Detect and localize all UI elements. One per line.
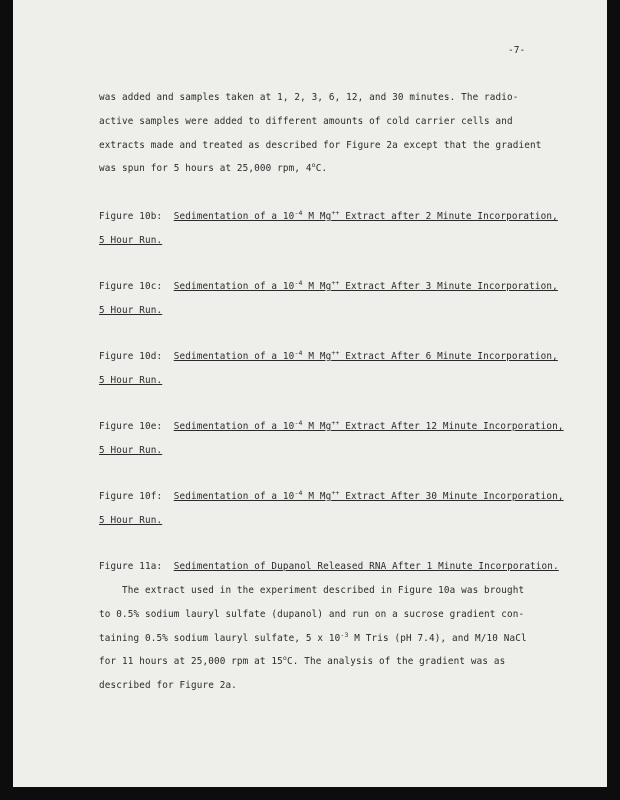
intro-line-1: was added and samples taken at 1, 2, 3, 6, 12, and 30 minutes. The radio- (99, 92, 519, 103)
figure-caption-11a (99, 561, 559, 572)
body-line-2: to 0.5% sodium lauryl sulfate (dupanol) and run on a sucrose gradient con- (99, 609, 525, 620)
figure-title: Sedimentation of Dupanol Released RNA After 1 Minute Incorporation. (173, 561, 559, 572)
figure-caption-10d-line-2: 5 Hour Run. (99, 375, 163, 386)
figure-label: Figure 11a: (99, 561, 163, 572)
figure-caption-10f: Figure 10f: Sedimentation of a $10^{-4}$ M Mg++ Extract After 30 Minute Incorporation, (99, 489, 564, 502)
figure-caption-10b: Figure 10b: Sedimentation of a $10^{-4}$ M Mg++ Extract after 2 Minute Incorporation, (99, 209, 558, 222)
figure-label: Figure 10b: (99, 211, 163, 222)
document-page (13, 0, 607, 787)
figure-label: Figure 10c: (99, 281, 163, 292)
figure-caption-10c-line-2: 5 Hour Run. (99, 305, 163, 316)
figure-label: Figure 10f: (99, 491, 163, 502)
body-line-3: taining 0.5% sodium lauryl sulfate, 5 x $10^{-3}$ M Tris (pH 7.4), and M/10 NaCl (99, 631, 527, 644)
page-number: -7- (508, 45, 526, 56)
figure-caption-10f-line-2: 5 Hour Run. (99, 515, 163, 526)
figure-caption-10d: Figure 10d: Sedimentation of a $10^{-4}$ M Mg++ Extract After 6 Minute Incorporation, (99, 349, 558, 362)
body-line-5: described for Figure 2a. (99, 680, 237, 691)
body-line-4: for 11 hours at 25,000 rpm at 15$^o$C. The analysis of the gradient was as (99, 654, 506, 667)
body-line-1: The extract used in the experiment described in Figure 10a was brought (99, 585, 525, 596)
intro-line-3: extracts made and treated as described for Figure 2a except that the gradient (99, 140, 542, 151)
intro-line-2: active samples were added to different amounts of cold carrier cells and (99, 116, 513, 127)
figure-label: Figure 10e: (99, 421, 163, 432)
figure-caption-10b-line-2: 5 Hour Run. (99, 235, 163, 246)
figure-caption-10e: Figure 10e: Sedimentation of a $10^{-4}$ M Mg++ Extract After 12 Minute Incorporation, (99, 419, 564, 432)
intro-line-4: was spun for 5 hours at 25,000 rpm, 4$^o$C. (99, 161, 328, 174)
figure-caption-10e-line-2: 5 Hour Run. (99, 445, 163, 456)
figure-label: Figure 10d: (99, 351, 163, 362)
figure-caption-10c: Figure 10c: Sedimentation of a $10^{-4}$ M Mg++ Extract After 3 Minute Incorporation, (99, 279, 558, 292)
